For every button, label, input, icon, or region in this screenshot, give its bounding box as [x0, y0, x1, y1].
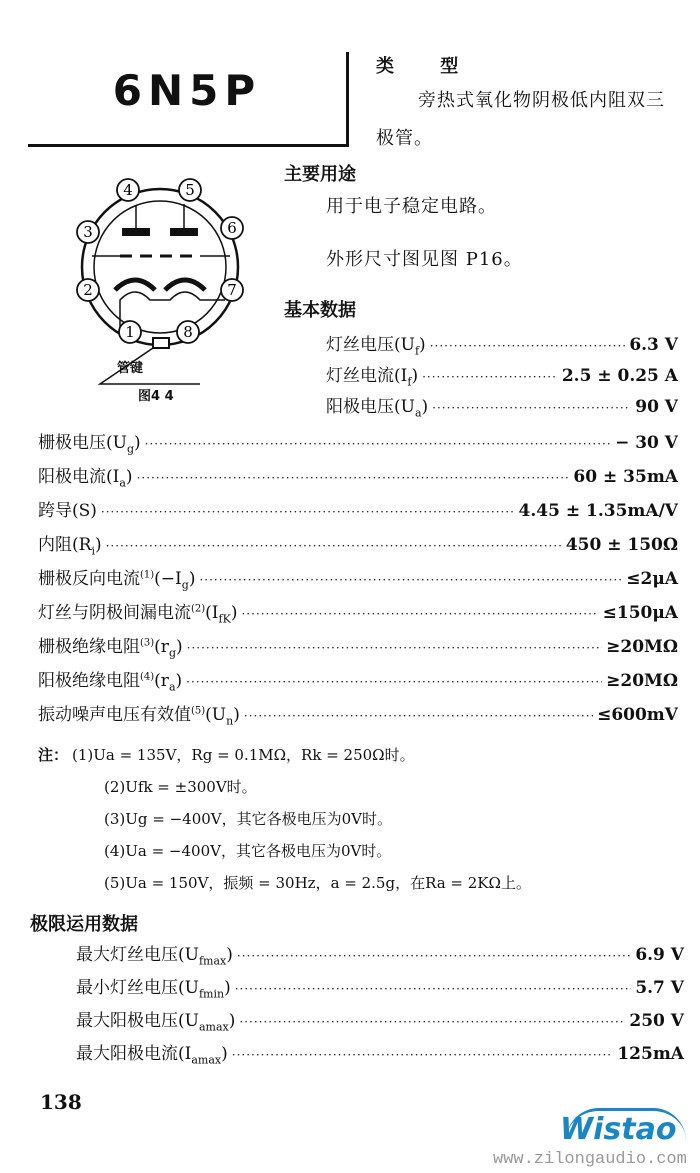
- leader-dots: [432, 401, 631, 415]
- spec-label: 最大阳极电流$(I_{amax})$: [76, 1044, 228, 1067]
- leader-dots: [241, 607, 598, 621]
- svg-text:6: 6: [227, 219, 237, 237]
- spec-row-anode-current: [38, 462, 678, 496]
- type-heading: 类 型: [376, 56, 459, 77]
- spec-label: 栅极电压$(U_g)$: [38, 433, 141, 456]
- limit-row-max-anode-current: [76, 1039, 684, 1072]
- spec-label: 最大阳极电压$(U_{amax})$: [76, 1011, 236, 1034]
- leader-dots: [239, 1015, 625, 1029]
- spec-value: 90 V: [635, 397, 678, 417]
- spec-row-filament-current: [326, 361, 678, 392]
- leader-dots: [137, 471, 570, 485]
- basic-data-top-rows: [326, 330, 678, 423]
- spec-value: 250 V: [629, 1011, 684, 1031]
- spec-value: 125mA: [617, 1044, 684, 1064]
- leader-dots: [199, 573, 622, 587]
- svg-text:8: 8: [183, 323, 193, 341]
- note-item-2: (2)Ufk = ±300V时。: [104, 778, 257, 796]
- leader-dots: [186, 675, 602, 689]
- spec-value: 450 ± 150Ω: [565, 535, 678, 555]
- spec-label: 阳极绝缘电阻$^{(4)}(r_a)$: [38, 671, 183, 694]
- leader-dots: [232, 1048, 614, 1062]
- spec-value: ≥20MΩ: [606, 671, 678, 691]
- leader-dots: [145, 437, 611, 451]
- limit-row-max-anode-voltage: [76, 1006, 684, 1039]
- spec-label: 最小灯丝电压$(U_{fmin})$: [76, 978, 231, 1001]
- spec-row-vibration-noise: [38, 700, 678, 734]
- spec-row-grid-insulation: [38, 632, 678, 666]
- limit-row-max-filament-voltage: [76, 940, 684, 973]
- basic-data-full-rows: [38, 428, 678, 734]
- limits-rows: [76, 940, 684, 1072]
- leader-dots: [101, 505, 515, 519]
- spec-row-heater-cathode-leakage: [38, 598, 678, 632]
- spec-value: ≤2μA: [626, 569, 678, 589]
- leader-dots: [235, 982, 632, 996]
- spec-value: ≤150μA: [602, 603, 678, 623]
- leader-dots: [244, 709, 593, 723]
- svg-text:5: 5: [185, 181, 195, 199]
- spec-row-internal-resistance: [38, 530, 678, 564]
- leader-dots: [422, 370, 558, 384]
- pin-diagram: [60, 172, 260, 402]
- figure-caption: 图4 4: [138, 389, 174, 404]
- spec-value: 4.45 ± 1.35mA/V: [518, 501, 678, 521]
- website-url: www.zilongaudio.com: [493, 1150, 687, 1169]
- spec-label: 阳极电流$(I_a)$: [38, 467, 133, 490]
- type-description-line2: 极管。: [376, 128, 433, 149]
- spec-row-anode-voltage: [326, 392, 678, 423]
- tube-pinout-icon: [60, 172, 260, 402]
- spec-label: 栅极绝缘电阻$^{(3)}(r_g)$: [38, 637, 183, 660]
- spec-value: 2.5 ± 0.25 A: [561, 366, 678, 386]
- spec-value: ≤600mV: [597, 705, 678, 725]
- note-item-1: (1)Ua = 135V，Rg = 0.1MΩ，Rk = 250Ω时。: [72, 746, 415, 764]
- spec-value: 5.7 V: [635, 978, 684, 998]
- tube-key-label: 管键: [117, 361, 144, 376]
- spec-value: 6.9 V: [635, 945, 684, 965]
- spec-row-filament-voltage: [326, 330, 678, 361]
- spec-row-transconductance: [38, 496, 678, 530]
- spec-label: 灯丝电流$(I_f)$: [326, 366, 419, 389]
- spec-row-anode-insulation: [38, 666, 678, 700]
- basic-data-heading: 基本数据: [284, 300, 356, 321]
- svg-text:4: 4: [123, 181, 133, 199]
- limit-row-min-filament-voltage: [76, 973, 684, 1006]
- spec-label: 灯丝电压$(U_f)$: [326, 335, 426, 358]
- wistao-logo: Wistao: [560, 1112, 677, 1147]
- leader-dots: [237, 949, 631, 963]
- limits-heading: 极限运用数据: [30, 914, 138, 935]
- svg-text:2: 2: [83, 281, 93, 299]
- spec-label: 振动噪声电压有效值$^{(5)}(U_n)$: [38, 705, 240, 728]
- spec-label: 栅极反向电流$^{(1)}(-I_g)$: [38, 569, 196, 592]
- spec-value: 6.3 V: [629, 335, 678, 355]
- spec-label: 内阻$(R_i)$: [38, 535, 102, 558]
- svg-text:1: 1: [125, 323, 135, 341]
- spec-value: 60 ± 35mA: [573, 467, 678, 487]
- usage-heading: 主要用途: [284, 164, 356, 185]
- leader-dots: [430, 339, 626, 353]
- spec-label: 最大灯丝电压$(U_{fmax})$: [76, 945, 233, 968]
- usage-line1: 用于电子稳定电路。: [326, 196, 497, 217]
- spec-row-grid-reverse-current: [38, 564, 678, 598]
- spec-label: 阳极电压$(U_a)$: [326, 397, 429, 420]
- spec-row-grid-voltage: [38, 428, 678, 462]
- note-item-3: (3)Ug = −400V，其它各极电压为0V时。: [104, 810, 393, 828]
- usage-line2: 外形尺寸图见图 P16。: [326, 249, 523, 270]
- spec-value: ≥20MΩ: [606, 637, 678, 657]
- note-item-5: (5)Ua = 150V，振频 = 30Hz，a = 2.5g，在Ra = 2KΩ上。: [104, 874, 531, 892]
- svg-text:7: 7: [227, 281, 237, 299]
- spec-label: 跨导(S): [38, 501, 97, 521]
- note-item-4: (4)Ua = −400V，其它各极电压为0V时。: [104, 842, 392, 860]
- type-description-line1: 旁热式氧化物阴极低内阻双三: [418, 90, 665, 111]
- page-number: 138: [40, 1090, 82, 1114]
- tube-model-title: 6N5P: [112, 66, 262, 115]
- leader-dots: [187, 641, 603, 655]
- notes-prefix: 注：: [38, 746, 69, 764]
- svg-text:3: 3: [83, 223, 93, 241]
- leader-dots: [106, 539, 562, 553]
- spec-value: − 30 V: [615, 433, 678, 453]
- spec-label: 灯丝与阴极间漏电流$^{(2)}(I_{fK})$: [38, 603, 238, 626]
